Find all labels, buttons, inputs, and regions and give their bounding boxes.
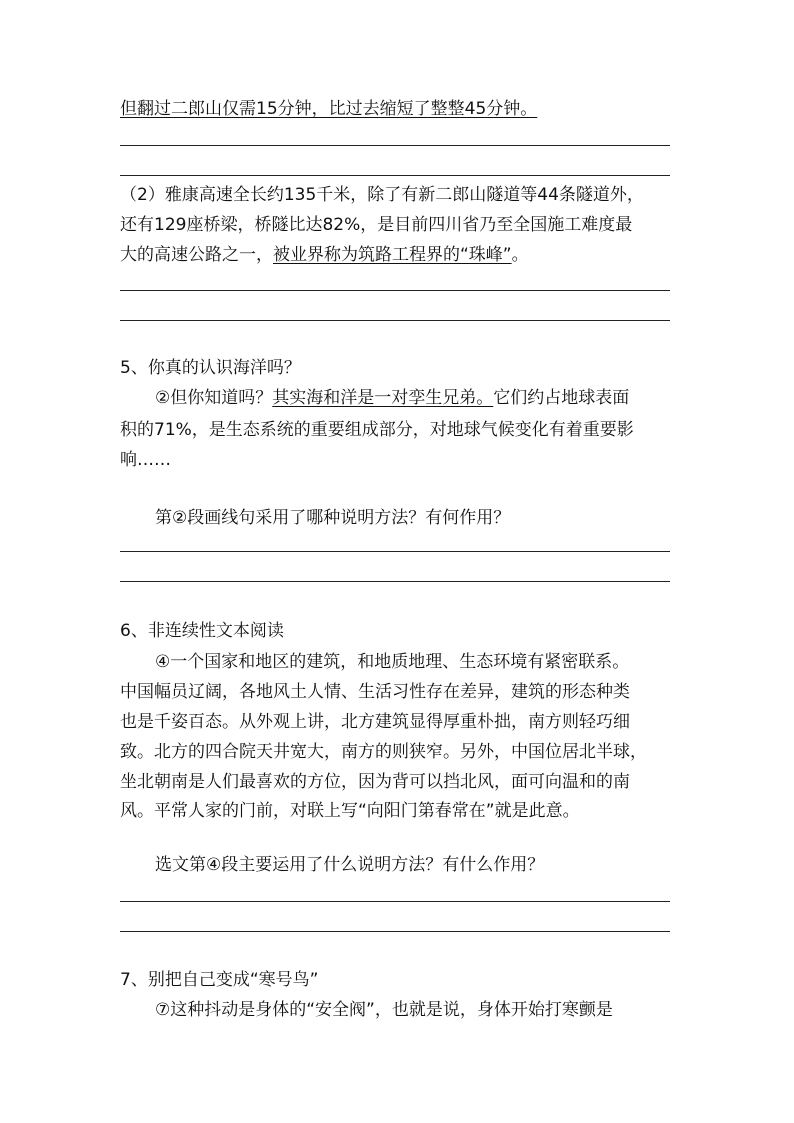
answer-line bbox=[120, 931, 670, 932]
passage-line bbox=[120, 243, 529, 267]
passage-line: 坐北朝南是人们最喜欢的方位，因为背可以挡北风，面可向温和的南 bbox=[120, 772, 630, 792]
passage-line: （2）雅康高速全长约135千米，除了有新二郎山隧道等44条隧道外， bbox=[120, 185, 644, 205]
passage-line: 积的71%，是生态系统的重要组成部分，对地球气候变化有着重要影 bbox=[120, 420, 634, 440]
passage-line: 中国幅员辽阔，各地风土人情、生活习性存在差异，建筑的形态种类 bbox=[120, 682, 630, 702]
passage-text: 。 bbox=[511, 245, 529, 265]
passage-line: 风。平常人家的门前，对联上写“向阳门第春常在”就是此意。 bbox=[120, 801, 580, 821]
answer-line bbox=[120, 581, 670, 582]
passage-line: 响…… bbox=[120, 450, 171, 470]
question-title: 6、非连续性文本阅读 bbox=[120, 621, 284, 641]
passage-line: 也是千姿百态。从外观上讲，北方建筑显得厚重朴拙，南方则轻巧细 bbox=[120, 712, 630, 732]
underlined-answer-sentence: 但翻过二郎山仅需15分钟，比过去缩短了整整45分钟。 bbox=[120, 99, 538, 119]
passage-text: ②但你知道吗？ bbox=[155, 388, 273, 408]
question-title: 7、别把自己变成“寒号鸟” bbox=[120, 970, 319, 990]
passage-line: ④一个国家和地区的建筑，和地质地理、生态环境有紧密联系。 bbox=[155, 652, 630, 672]
question-title: 5、你真的认识海洋吗？ bbox=[120, 358, 301, 378]
answer-line bbox=[120, 175, 670, 176]
passage-text: 大的高速公路之一， bbox=[120, 245, 273, 265]
passage-line bbox=[155, 386, 629, 410]
underlined-sentence: 其实海和洋是一对孪生兄弟。 bbox=[272, 388, 494, 408]
passage-line: 还有129座桥梁，桥隧比达82%，是目前四川省乃至全国施工难度最 bbox=[120, 215, 633, 235]
passage-line: 致。北方的四合院天井宽大，南方的则狭窄。另外，中国位居北半球， bbox=[120, 742, 647, 762]
answer-line bbox=[120, 901, 670, 902]
question-prompt: 选文第④段主要运用了什么说明方法？有什么作用？ bbox=[155, 855, 545, 875]
passage-line: ⑦这种抖动是身体的“安全阀”，也就是说，身体开始打寒颤是 bbox=[155, 1000, 613, 1020]
answer-line bbox=[120, 290, 670, 291]
question-prompt: 第②段画线句采用了哪种说明方法？有何作用？ bbox=[155, 508, 511, 528]
answer-line bbox=[120, 320, 670, 321]
underlined-sentence: 被业界称为筑路工程界的“珠峰” bbox=[273, 245, 512, 265]
answer-line bbox=[120, 145, 670, 146]
passage-text: 它们约占地球表面 bbox=[493, 388, 630, 408]
answer-line bbox=[120, 551, 670, 552]
